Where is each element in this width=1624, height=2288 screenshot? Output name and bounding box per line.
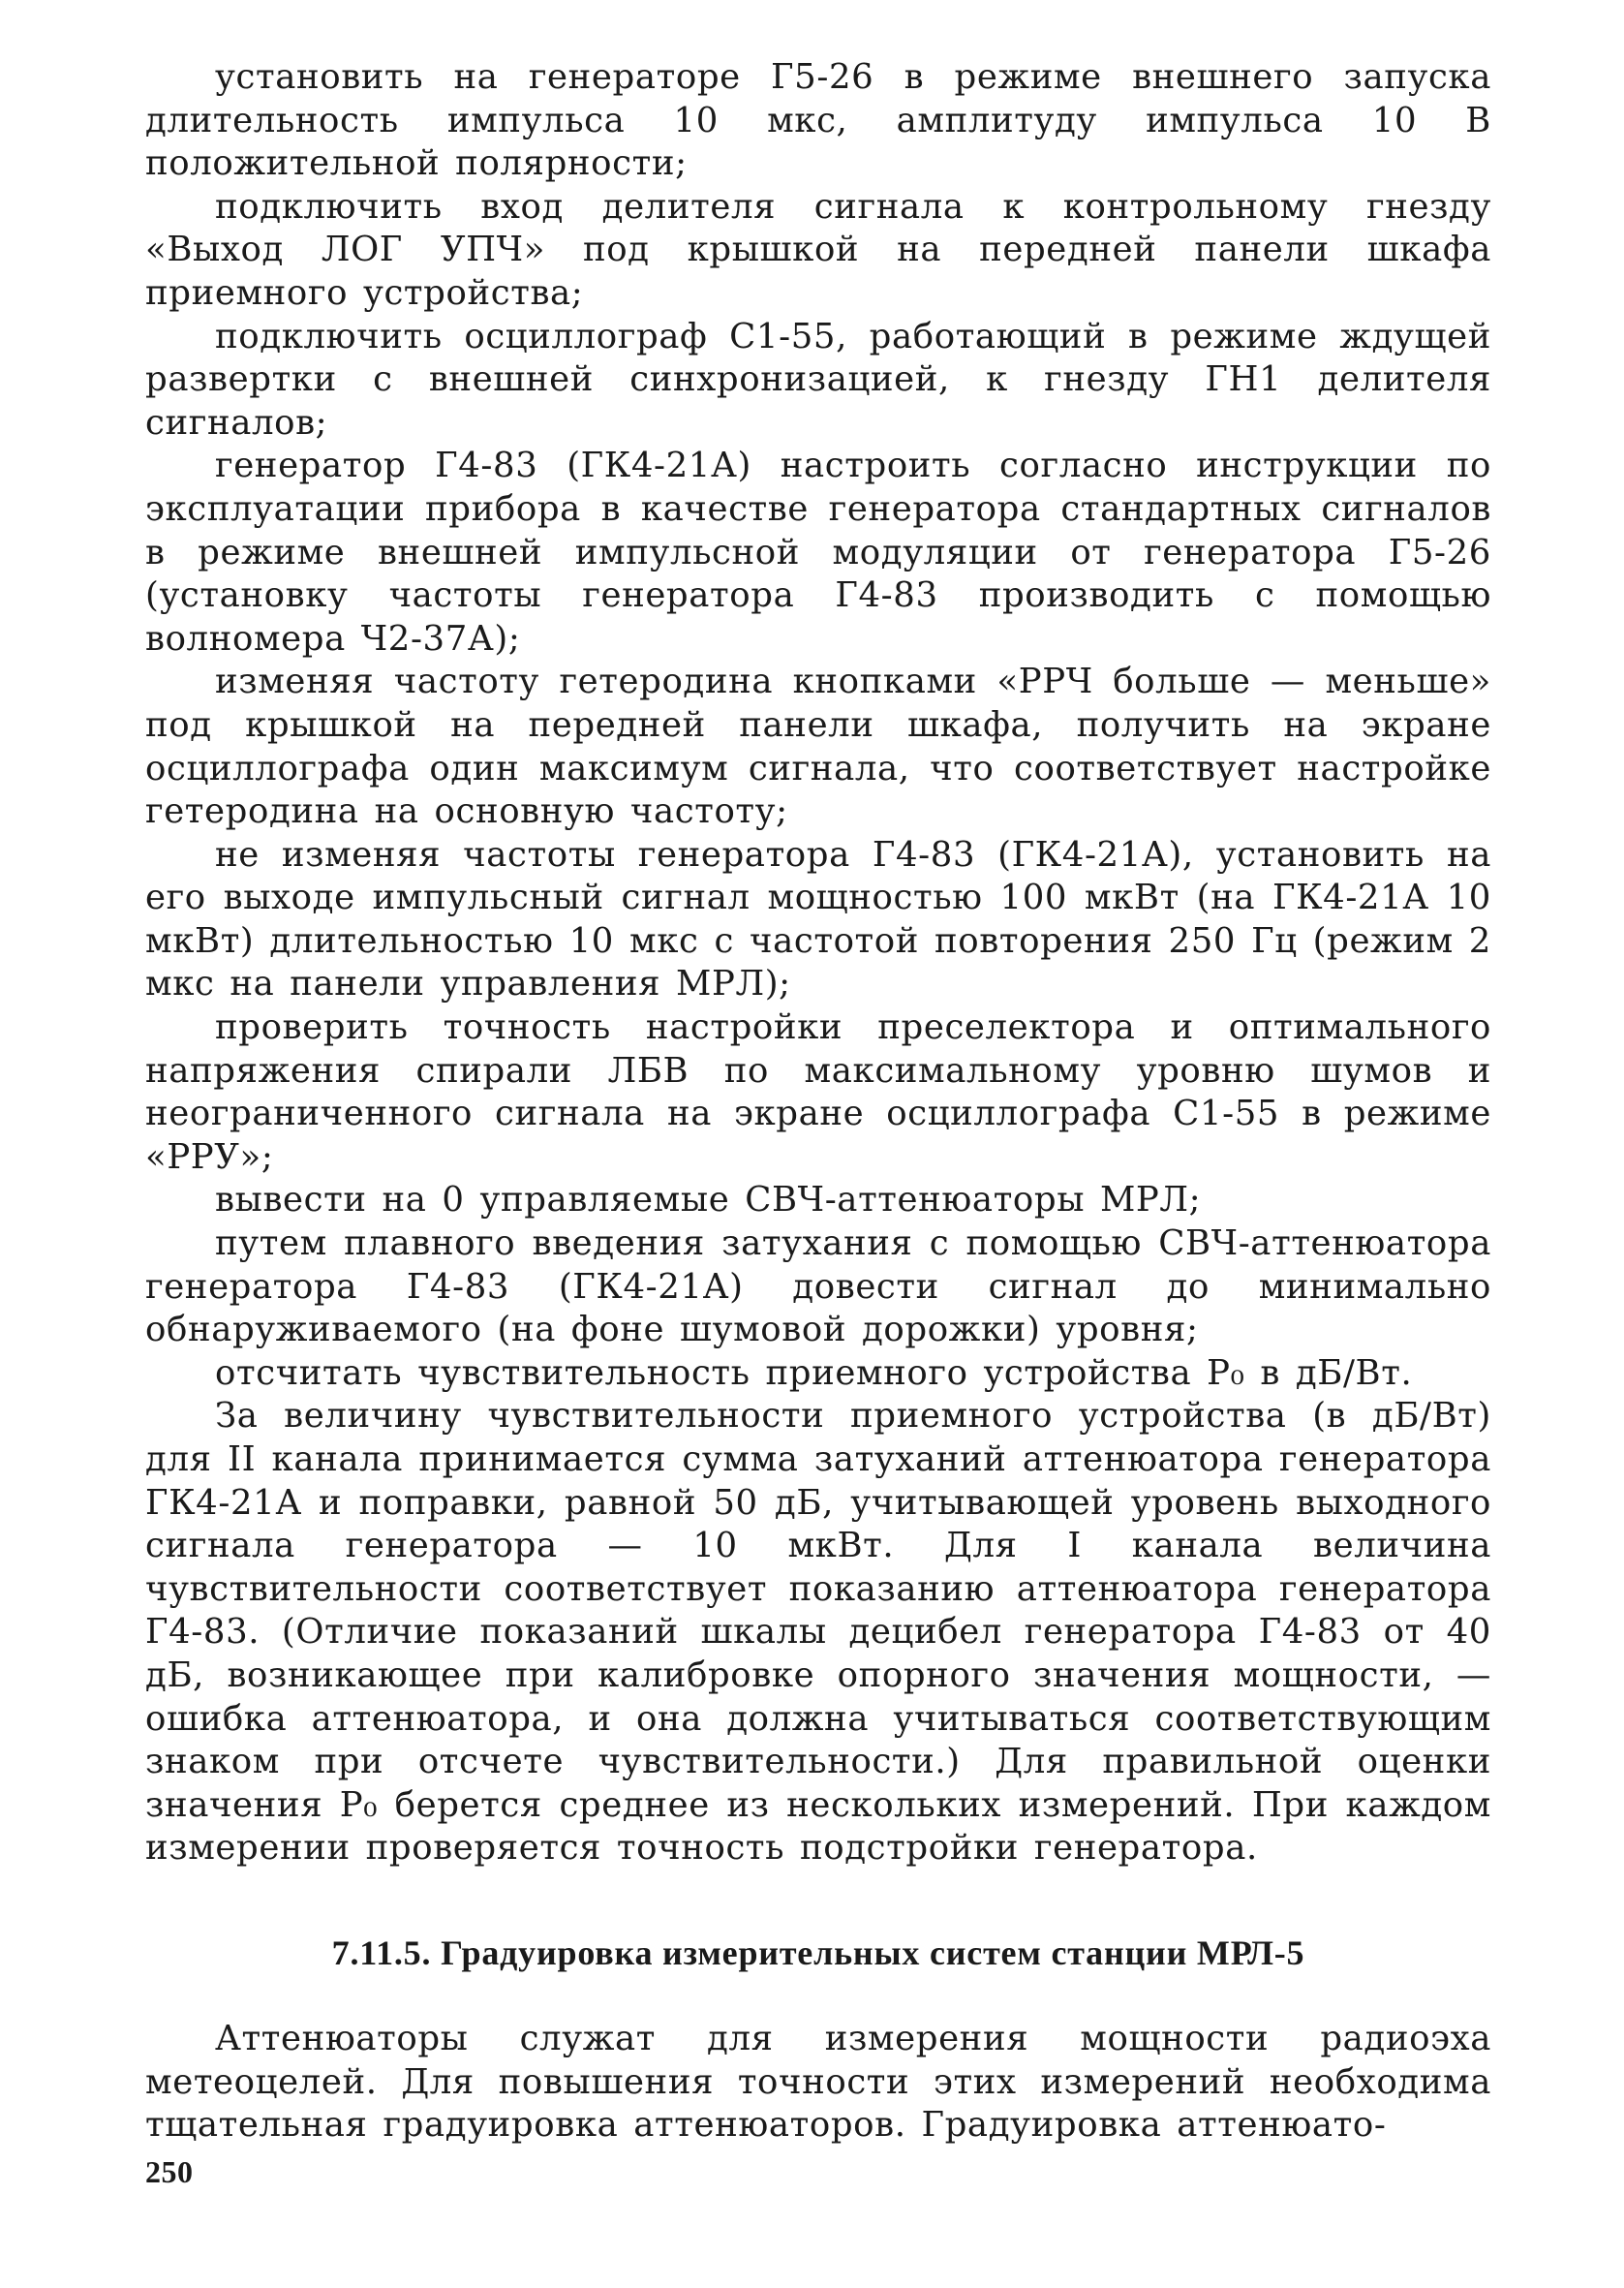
page-body	[145, 56, 1491, 2148]
section-heading: 7.11.5. Градуировка измерительных систем станции МРЛ-5	[331, 1932, 1305, 1972]
paragraph: отсчитать чувствительность приемного устройства P₀ в дБ/Вт.	[215, 1352, 1413, 1393]
paragraph: путем плавного введения затухания с помощью СВЧ-аттенюатора генератора Г4-83 (ГК4-21А) довести сигнал до минимально обнаруживаемого (на фоне шумовой дорожки) уровня;	[145, 1223, 1491, 1350]
paragraph: не изменяя частоты генератора Г4-83 (ГК4-21А), установить на его выходе импульсный сигнал мощностью 100 мкВт (на ГК4-21А 10 мкВт) длительностью 10 мкс с частотой повторения 250 Гц (режим 2 мкс на панели управления МРЛ);	[145, 834, 1491, 1005]
paragraph: За величину чувствительности приемного устройства (в дБ/Вт) для II канала принимается сумма затуханий аттенюатора генератора ГК4-21А и поправки, равной 50 дБ, учитывающей уровень выходного сигнала генератора — 10 мкВт. Для I канала величина чувствительности соответствует показанию аттенюатора генератора Г4-83. (Отличие показаний шкалы децибел генератора Г4-83 от 40 дБ, возникающее при калибровке опорного значения мощности, — ошибка аттенюатора, и она должна учитываться соответствующим знаком при отсчете чувствительности.) Для правильной оценки значения P₀ берется среднее из нескольких измерений. При каждом измерении проверяется точность подстройки генератора.	[145, 1396, 1491, 1869]
paragraph: вывести на 0 управляемые СВЧ-аттенюаторы МРЛ;	[215, 1180, 1202, 1221]
paragraph: генератор Г4-83 (ГК4-21А) настроить согласно инструкции по эксплуатации прибора в качестве генератора стандартных сигналов в режиме внешней импульсной модуляции от генератора Г5-26 (установку частоты генератора Г4-83 производить с помощью волномера Ч2-37А);	[145, 446, 1491, 659]
paragraph: изменяя частоту гетеродина кнопками «РРЧ больше — меньше» под крышкой на передней панели шкафа, получить на экране осциллографа один максимум сигнала, что соответствует настройке гетеродина на основную частоту;	[145, 662, 1491, 832]
paragraph: установить на генераторе Г5-26 в режиме внешнего запуска длительность импульса 10 мкс, амплитуду импульса 10 В положительной полярности;	[145, 57, 1491, 184]
page-number: 250	[145, 2154, 194, 2189]
section-paragraph: Аттенюаторы служат для измерения мощности радиоэха метеоцелей. Для повышения точности этих измерений необходима тщательная градуировка аттенюаторов. Градуировка аттенюато-	[145, 2018, 1491, 2146]
paragraph: проверить точность настройки преселектора и оптимального напряжения спирали ЛБВ по максимальному уровню шумов и неограниченного сигнала на экране осциллографа С1-55 в режиме «РРУ»;	[145, 1007, 1491, 1177]
paragraph: подключить вход делителя сигнала к контрольному гнезду «Выход ЛОГ УПЧ» под крышкой на передней панели шкафа приемного устройства;	[145, 186, 1491, 313]
paragraph: подключить осциллограф С1-55, работающий в режиме ждущей развертки с внешней синхронизацией, к гнезду ГН1 делителя сигналов;	[145, 316, 1491, 443]
